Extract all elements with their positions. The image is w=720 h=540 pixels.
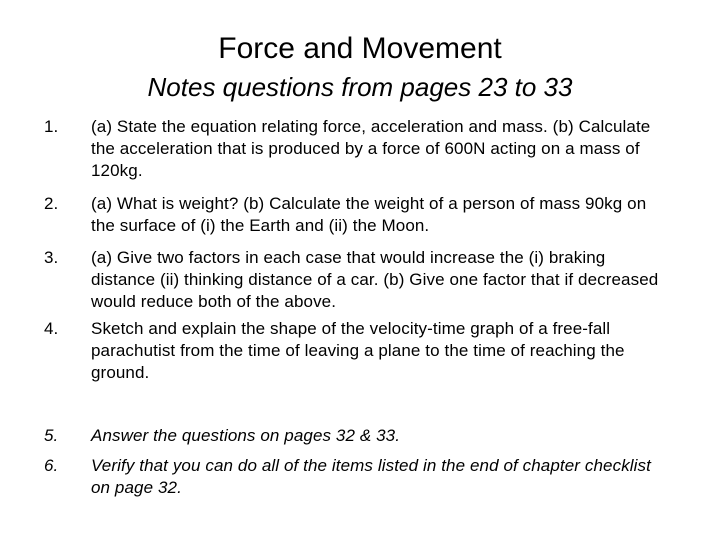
question-number: 3.: [44, 248, 59, 267]
question-text: (a) State the equation relating force, acceleration and mass. (b) Calculate the acceleration that is produced by a force of 600N acting on a mass of 120kg.: [91, 117, 651, 180]
question-text: (a) Give two factors in each case that would increase the (i) braking distance (ii) thinking distance of a car. (b) Give one factor that if decreased would reduce both of the above.: [91, 248, 659, 311]
slide-subtitle: Notes questions from pages 23 to 33: [147, 72, 573, 102]
question-text: Verify that you can do all of the items listed in the end of chapter checklist on page 32.: [91, 456, 651, 497]
slide-title: Force and Movement: [218, 32, 502, 65]
question-text: (a) What is weight? (b) Calculate the weight of a person of mass 90kg on the surface of (i) the Earth and (ii) the Moon.: [91, 194, 647, 235]
question-number: 5.: [44, 426, 59, 445]
question-number: 6.: [44, 456, 59, 475]
question-number: 1.: [44, 117, 59, 136]
question-text: Answer the questions on pages 32 & 33.: [91, 426, 401, 445]
question-number: 2.: [44, 194, 59, 213]
question-number: 4.: [44, 319, 59, 338]
question-text: Sketch and explain the shape of the velocity-time graph of a free-fall parachutist from the time of leaving a plane to the time of reaching the ground.: [91, 319, 625, 382]
